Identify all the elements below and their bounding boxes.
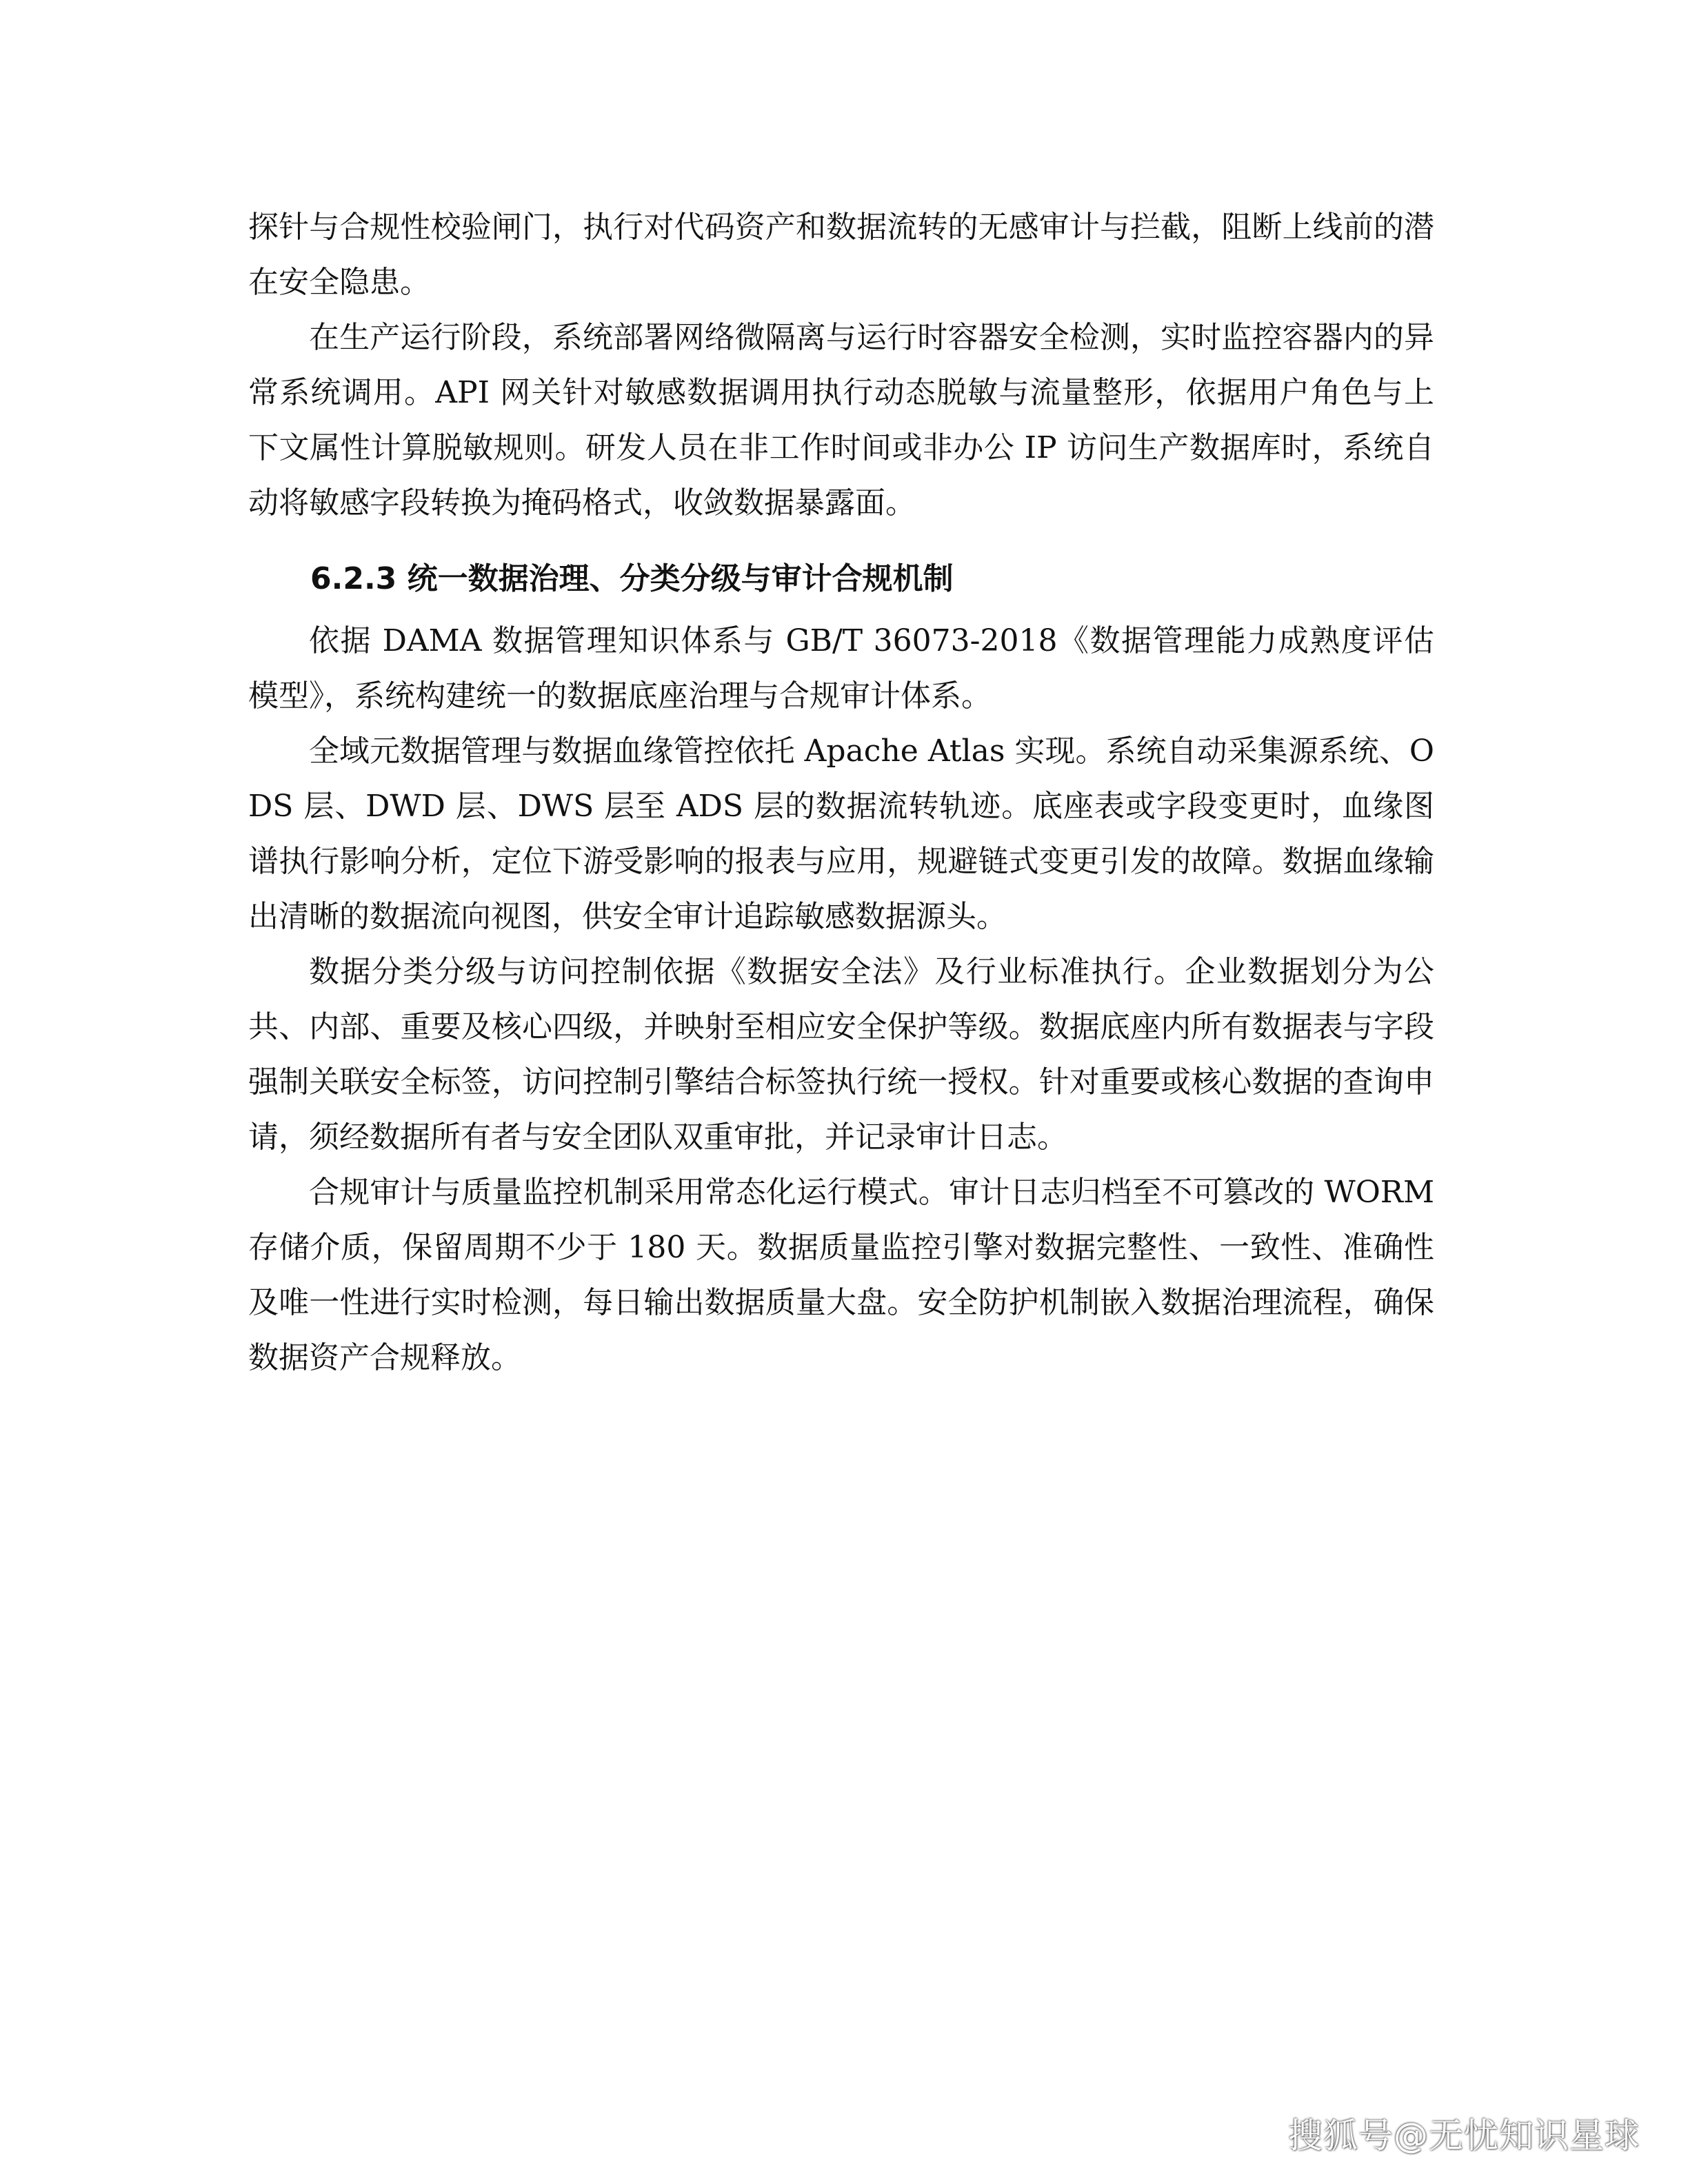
section-heading: 6.2.3 统一数据治理、分类分级与审计合规机制 [310,561,954,596]
paragraph-production-runtime: 在生产运行阶段，系统部署网络微隔离与运行时容器安全检测，实时监控容器内的异常系统调用。API 网关针对敏感数据调用执行动态脱敏与流量整形，依据用户角色与上下文属性计算脱敏规则。研发人员在非工作时间或非办公 IP 访问生产数据库时，系统自动将敏感字段转换为掩码格式，收敛数据暴露面。 [248,320,1434,520]
paragraph-dama-basis: 依据 DAMA 数据管理知识体系与 GB/T 36073-2018《数据管理能力成熟度评估模型》，系统构建统一的数据底座治理与合规审计体系。 [248,623,1434,714]
document-page [248,200,1434,1386]
watermark-text: 搜狐号@无忧知识星球 [1288,2116,1640,2156]
paragraph-classification-access: 数据分类分级与访问控制依据《数据安全法》及行业标准执行。企业数据划分为公共、内部、重要及核心四级，并映射至相应安全保护等级。数据底座内所有数据表与字段强制关联安全标签，访问控制引擎结合标签执行统一授权。针对重要或核心数据的查询申请，须经数据所有者与安全团队双重审批，并记录审计日志。 [248,954,1434,1155]
paragraph-audit-quality: 合规审计与质量监控机制采用常态化运行模式。审计日志归档至不可篡改的 WORM 存储介质，保留周期不少于 180 天。数据质量监控引擎对数据完整性、一致性、准确性及唯一性进行实时检测，每日输出数据质量大盘。安全防护机制嵌入数据治理流程，确保数据资产合规释放。 [248,1175,1434,1375]
paragraph-continuation: 探针与合规性校验闸门，执行对代码资产和数据流转的无感审计与拦截，阻断上线前的潜在安全隐患。 [248,210,1434,300]
paragraph-metadata-lineage: 全域元数据管理与数据血缘管控依托 Apache Atlas 实现。系统自动采集源系统、ODS 层、DWD 层、DWS 层至 ADS 层的数据流转轨迹。底座表或字段变更时，血缘图谱执行影响分析，定位下游受影响的报表与应用，规避链式变更引发的故障。数据血缘输出清晰的数据流向视图，供安全审计追踪敏感数据源头。 [248,734,1434,934]
